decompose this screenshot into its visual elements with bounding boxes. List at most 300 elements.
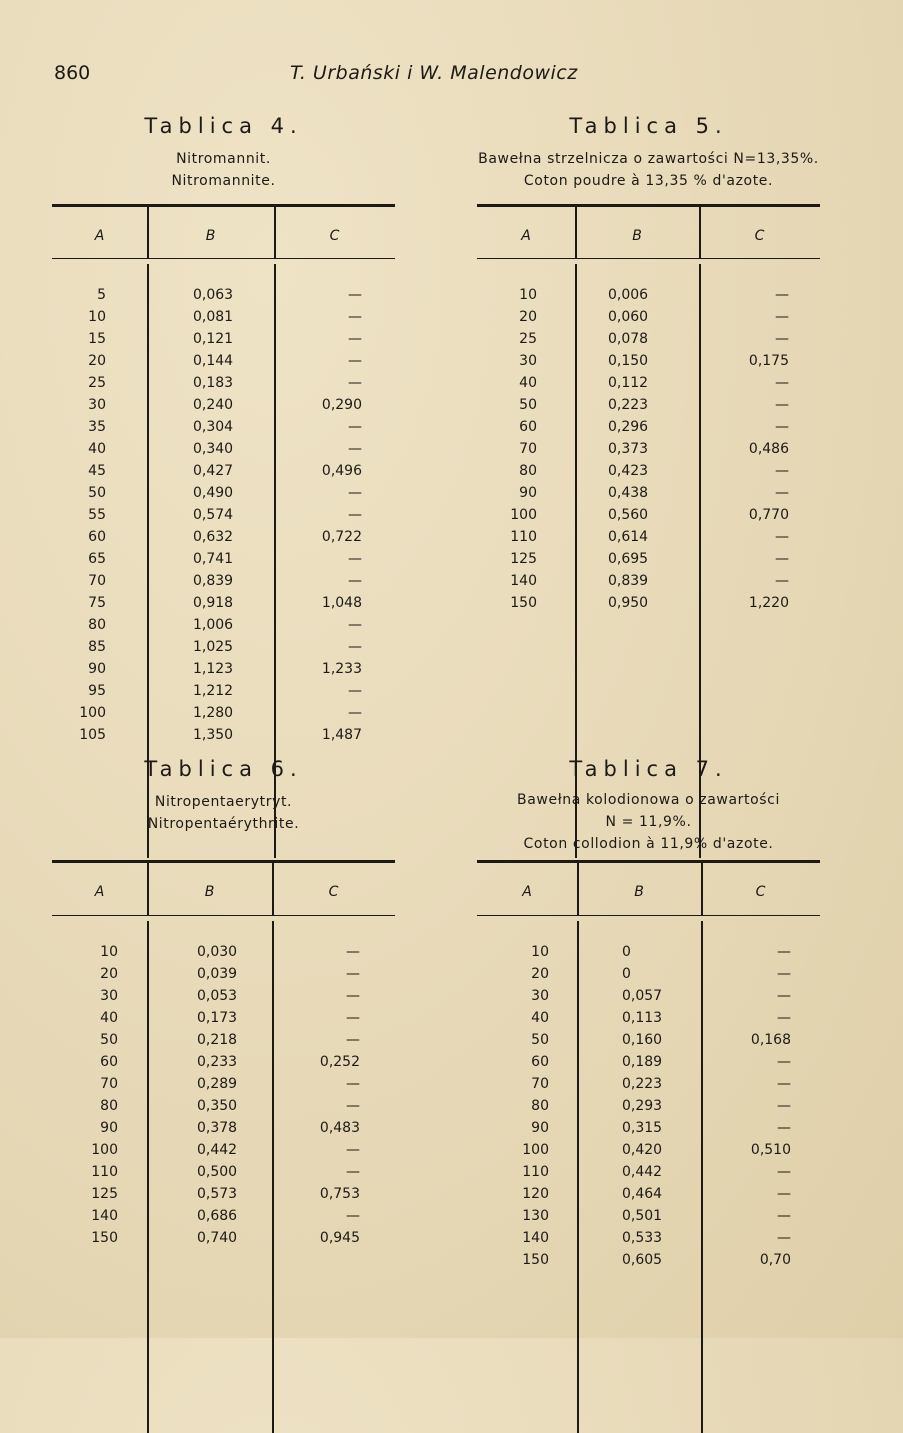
cell-c: — <box>775 485 789 501</box>
cell-b: 0,121 <box>193 331 234 347</box>
cell-a: 20 <box>519 309 537 325</box>
cell-b: 0,189 <box>622 1054 663 1070</box>
cell-b: 0,218 <box>197 1032 238 1048</box>
cell-a: 80 <box>519 463 537 479</box>
cell-a: 150 <box>522 1252 549 1268</box>
table-row <box>52 504 395 526</box>
cell-c: 1,233 <box>321 661 362 677</box>
cell-c: 0,483 <box>319 1120 360 1136</box>
cell-c: — <box>348 353 362 369</box>
table-row <box>52 284 395 306</box>
table-row <box>52 1227 395 1249</box>
table-subtitle: Nitromannite. <box>171 173 276 189</box>
cell-c: 1,220 <box>748 595 789 611</box>
table-row <box>52 482 395 504</box>
table-row <box>52 1051 395 1073</box>
table-row <box>477 1095 820 1117</box>
cell-b: 0,078 <box>608 331 649 347</box>
cell-b: 0,839 <box>608 573 649 589</box>
table-header-rule <box>477 915 820 916</box>
cell-c: 0,175 <box>748 353 789 369</box>
cell-c: — <box>346 1142 360 1158</box>
table-row <box>52 636 395 658</box>
table-row <box>52 416 395 438</box>
column-header-c: C <box>328 884 339 900</box>
cell-b: 0,081 <box>193 309 234 325</box>
cell-a: 130 <box>522 1208 549 1224</box>
table-top-rule <box>52 204 395 207</box>
table-row <box>52 548 395 570</box>
table-t4 <box>52 114 395 858</box>
cell-a: 100 <box>79 705 106 721</box>
cell-a: 10 <box>100 944 118 960</box>
cell-a: 35 <box>88 419 106 435</box>
table-row <box>52 941 395 963</box>
cell-b: 0,350 <box>197 1098 238 1114</box>
cell-c: — <box>777 1098 791 1114</box>
table-row <box>52 680 395 702</box>
cell-a: 110 <box>510 529 537 545</box>
table-row <box>52 724 395 746</box>
table-subtitle: Bawełna strzelnicza o zawartości N=13,35%. <box>478 151 819 167</box>
cell-c: — <box>777 966 791 982</box>
cell-c: — <box>777 1186 791 1202</box>
cell-a: 30 <box>88 397 106 413</box>
table-row <box>52 985 395 1007</box>
cell-a: 100 <box>510 507 537 523</box>
table-t5 <box>477 114 820 858</box>
cell-c: — <box>348 573 362 589</box>
cell-a: 70 <box>519 441 537 457</box>
table-row <box>52 963 395 985</box>
cell-a: 10 <box>88 309 106 325</box>
table-row <box>477 963 820 985</box>
cell-b: 0,006 <box>608 287 649 303</box>
cell-a: 30 <box>531 988 549 1004</box>
cell-a: 50 <box>519 397 537 413</box>
cell-a: 70 <box>531 1076 549 1092</box>
cell-a: 50 <box>100 1032 118 1048</box>
cell-a: 40 <box>519 375 537 391</box>
column-header-a: A <box>522 884 532 900</box>
table-subtitle: Nitropentaérythrite. <box>147 816 300 832</box>
page-number: 860 <box>54 62 91 84</box>
table-row <box>477 350 820 372</box>
table-row <box>477 482 820 504</box>
table-row <box>477 460 820 482</box>
cell-b: 1,006 <box>193 617 234 633</box>
cell-a: 80 <box>88 617 106 633</box>
cell-a: 75 <box>88 595 106 611</box>
column-header-b: B <box>204 884 215 900</box>
cell-a: 150 <box>91 1230 118 1246</box>
cell-b: 1,025 <box>193 639 234 655</box>
table-row <box>52 350 395 372</box>
cell-c: 0,496 <box>321 463 362 479</box>
table-row <box>52 460 395 482</box>
cell-b: 0,113 <box>622 1010 663 1026</box>
cell-b: 0,053 <box>197 988 238 1004</box>
cell-c: 0,70 <box>759 1252 791 1268</box>
table-row <box>477 941 820 963</box>
table-subtitle: N = 11,9%. <box>605 814 692 830</box>
table-row <box>477 1205 820 1227</box>
table-subtitle: Nitromannit. <box>176 151 271 167</box>
cell-c: — <box>346 944 360 960</box>
cell-c: — <box>348 375 362 391</box>
cell-a: 150 <box>510 595 537 611</box>
cell-a: 30 <box>100 988 118 1004</box>
cell-a: 85 <box>88 639 106 655</box>
cell-a: 70 <box>100 1076 118 1092</box>
cell-b: 0 <box>622 944 631 960</box>
cell-a: 90 <box>531 1120 549 1136</box>
table-row <box>477 592 820 614</box>
table-row <box>52 438 395 460</box>
table-header-rule <box>477 258 820 259</box>
cell-a: 65 <box>88 551 106 567</box>
cell-c: — <box>346 1032 360 1048</box>
cell-a: 10 <box>519 287 537 303</box>
table-body <box>52 284 395 746</box>
cell-b: 0,740 <box>197 1230 238 1246</box>
cell-c: — <box>777 1208 791 1224</box>
cell-b: 0,183 <box>193 375 234 391</box>
cell-b: 0,501 <box>622 1208 663 1224</box>
cell-c: — <box>348 309 362 325</box>
cell-c: — <box>348 441 362 457</box>
cell-c: — <box>777 1054 791 1070</box>
cell-b: 0,442 <box>197 1142 238 1158</box>
cell-b: 0,340 <box>193 441 234 457</box>
cell-b: 0,442 <box>622 1164 663 1180</box>
cell-b: 1,350 <box>193 727 234 743</box>
cell-b: 0,500 <box>197 1164 238 1180</box>
cell-c: — <box>777 988 791 1004</box>
table-row <box>52 306 395 328</box>
cell-a: 60 <box>531 1054 549 1070</box>
cell-b: 0 <box>622 966 631 982</box>
cell-b: 0,839 <box>193 573 234 589</box>
cell-a: 90 <box>88 661 106 677</box>
cell-a: 40 <box>100 1010 118 1026</box>
cell-b: 0,060 <box>608 309 649 325</box>
cell-a: 25 <box>519 331 537 347</box>
table-row <box>52 1139 395 1161</box>
column-header-c: C <box>329 228 340 244</box>
cell-a: 60 <box>88 529 106 545</box>
table-row <box>477 328 820 350</box>
table-row <box>477 1183 820 1205</box>
cell-a: 70 <box>88 573 106 589</box>
cell-c: — <box>348 639 362 655</box>
cell-b: 0,144 <box>193 353 234 369</box>
cell-b: 0,378 <box>197 1120 238 1136</box>
column-header-c: C <box>755 884 766 900</box>
cell-c: — <box>348 705 362 721</box>
cell-c: — <box>777 1076 791 1092</box>
table-top-rule <box>477 204 820 207</box>
cell-c: — <box>348 683 362 699</box>
cell-a: 30 <box>519 353 537 369</box>
cell-a: 90 <box>100 1120 118 1136</box>
column-header-b: B <box>634 884 644 900</box>
table-row <box>52 372 395 394</box>
cell-c: — <box>775 331 789 347</box>
cell-b: 0,039 <box>197 966 238 982</box>
cell-a: 45 <box>88 463 106 479</box>
table-title: Tablica 7. <box>569 757 728 781</box>
cell-b: 0,289 <box>197 1076 238 1092</box>
table-row <box>477 1117 820 1139</box>
cell-b: 0,490 <box>193 485 234 501</box>
cell-b: 0,574 <box>193 507 234 523</box>
cell-b: 0,686 <box>197 1208 238 1224</box>
cell-c: 0,510 <box>750 1142 791 1158</box>
cell-c: 0,252 <box>319 1054 360 1070</box>
cell-b: 1,212 <box>193 683 234 699</box>
table-row <box>477 438 820 460</box>
table-row <box>477 504 820 526</box>
cell-b: 0,427 <box>193 463 234 479</box>
table-row <box>477 1051 820 1073</box>
table-row <box>52 570 395 592</box>
cell-a: 140 <box>510 573 537 589</box>
table-row <box>52 1161 395 1183</box>
cell-c: — <box>775 375 789 391</box>
cell-c: — <box>777 1010 791 1026</box>
cell-b: 0,160 <box>622 1032 663 1048</box>
cell-c: — <box>346 1208 360 1224</box>
cell-a: 15 <box>88 331 106 347</box>
cell-c: 1,048 <box>321 595 362 611</box>
cell-a: 125 <box>510 551 537 567</box>
table-row <box>52 526 395 548</box>
cell-b: 0,605 <box>622 1252 663 1268</box>
table-row <box>477 526 820 548</box>
table-row <box>477 985 820 1007</box>
table-row <box>477 1161 820 1183</box>
cell-b: 0,112 <box>608 375 649 391</box>
cell-c: — <box>346 966 360 982</box>
cell-c: — <box>775 463 789 479</box>
table-row <box>52 1117 395 1139</box>
column-header-a: A <box>94 228 105 244</box>
table-body <box>477 941 820 1271</box>
cell-b: 0,950 <box>608 595 649 611</box>
table-row <box>52 658 395 680</box>
table-subtitle: Coton collodion à 11,9% d'azote. <box>523 836 774 852</box>
cell-c: — <box>346 1098 360 1114</box>
table-row <box>52 1007 395 1029</box>
table-t6 <box>52 757 395 1433</box>
cell-c: — <box>346 988 360 1004</box>
cell-b: 1,280 <box>193 705 234 721</box>
cell-b: 0,533 <box>622 1230 663 1246</box>
cell-c: — <box>346 1010 360 1026</box>
cell-b: 0,438 <box>608 485 649 501</box>
cell-c: — <box>775 397 789 413</box>
cell-b: 0,223 <box>622 1076 663 1092</box>
table-row <box>477 1249 820 1271</box>
cell-c: — <box>348 507 362 523</box>
cell-c: 0,753 <box>319 1186 360 1202</box>
cell-c: — <box>775 573 789 589</box>
cell-c: 0,486 <box>748 441 789 457</box>
table-subtitle: Coton poudre à 13,35 % d'azote. <box>523 173 774 189</box>
cell-b: 0,373 <box>608 441 649 457</box>
table-body <box>52 941 395 1249</box>
cell-a: 80 <box>531 1098 549 1114</box>
cell-b: 0,150 <box>608 353 649 369</box>
cell-a: 20 <box>531 966 549 982</box>
cell-a: 20 <box>100 966 118 982</box>
table-row <box>477 1227 820 1249</box>
cell-c: — <box>775 309 789 325</box>
cell-c: — <box>775 529 789 545</box>
column-header-a: A <box>94 884 105 900</box>
cell-a: 5 <box>97 287 106 303</box>
table-row <box>477 1029 820 1051</box>
table-row <box>52 328 395 350</box>
table-top-rule <box>52 860 395 863</box>
table-row <box>52 1183 395 1205</box>
table-row <box>477 1073 820 1095</box>
cell-a: 50 <box>88 485 106 501</box>
cell-b: 0,464 <box>622 1186 663 1202</box>
cell-a: 55 <box>88 507 106 523</box>
cell-a: 120 <box>522 1186 549 1202</box>
cell-b: 0,223 <box>608 397 649 413</box>
cell-c: — <box>348 617 362 633</box>
table-title: Tablica 4. <box>144 114 303 138</box>
cell-a: 25 <box>88 375 106 391</box>
cell-a: 80 <box>100 1098 118 1114</box>
cell-b: 0,423 <box>608 463 649 479</box>
cell-b: 1,123 <box>193 661 234 677</box>
cell-b: 0,918 <box>193 595 234 611</box>
table-row <box>477 1139 820 1161</box>
table-subtitle: Bawełna kolodionowa o zawartości <box>517 792 780 808</box>
cell-a: 20 <box>88 353 106 369</box>
cell-a: 110 <box>522 1164 549 1180</box>
cell-a: 125 <box>91 1186 118 1202</box>
table-title: Tablica 5. <box>569 114 728 138</box>
cell-c: — <box>348 551 362 567</box>
cell-b: 0,030 <box>197 944 238 960</box>
table-row <box>477 1007 820 1029</box>
cell-a: 60 <box>519 419 537 435</box>
cell-c: 0,168 <box>750 1032 791 1048</box>
column-header-a: A <box>521 228 531 244</box>
table-row <box>477 570 820 592</box>
cell-b: 0,614 <box>608 529 649 545</box>
cell-c: 0,722 <box>321 529 362 545</box>
table-subtitle: Nitropentaerytryt. <box>154 794 293 810</box>
cell-b: 0,573 <box>197 1186 238 1202</box>
cell-a: 110 <box>91 1164 118 1180</box>
column-header-b: B <box>632 228 642 244</box>
table-row <box>52 394 395 416</box>
cell-a: 140 <box>522 1230 549 1246</box>
cell-b: 0,293 <box>622 1098 663 1114</box>
table-row <box>477 548 820 570</box>
cell-c: — <box>777 1164 791 1180</box>
table-row <box>477 284 820 306</box>
cell-a: 95 <box>88 683 106 699</box>
cell-c: — <box>775 287 789 303</box>
cell-c: 0,770 <box>748 507 789 523</box>
cell-b: 0,315 <box>622 1120 663 1136</box>
cell-b: 0,057 <box>622 988 663 1004</box>
cell-b: 0,695 <box>608 551 649 567</box>
cell-b: 0,420 <box>622 1142 663 1158</box>
table-row <box>52 702 395 724</box>
table-title: Tablica 6. <box>144 757 303 781</box>
table-header-rule <box>52 915 395 916</box>
cell-a: 100 <box>522 1142 549 1158</box>
cell-b: 0,304 <box>193 419 234 435</box>
cell-c: 1,487 <box>321 727 362 743</box>
table-row <box>52 592 395 614</box>
cell-c: — <box>348 419 362 435</box>
cell-b: 0,560 <box>608 507 649 523</box>
table-row <box>477 416 820 438</box>
cell-c: 0,290 <box>321 397 362 413</box>
cell-c: — <box>777 944 791 960</box>
table-row <box>52 614 395 636</box>
cell-a: 50 <box>531 1032 549 1048</box>
cell-c: — <box>348 485 362 501</box>
table-t7 <box>477 757 820 1433</box>
cell-a: 10 <box>531 944 549 960</box>
cell-c: — <box>346 1164 360 1180</box>
cell-c: — <box>348 287 362 303</box>
cell-a: 105 <box>79 727 106 743</box>
cell-a: 60 <box>100 1054 118 1070</box>
table-row <box>52 1029 395 1051</box>
cell-a: 40 <box>88 441 106 457</box>
column-header-b: B <box>205 228 216 244</box>
cell-b: 0,240 <box>193 397 234 413</box>
running-head: T. Urbański i W. Malendowicz <box>290 62 578 84</box>
table-body <box>477 284 820 614</box>
cell-b: 0,632 <box>193 529 234 545</box>
cell-a: 90 <box>519 485 537 501</box>
cell-a: 40 <box>531 1010 549 1026</box>
cell-b: 0,063 <box>193 287 234 303</box>
cell-c: — <box>775 419 789 435</box>
cell-b: 0,233 <box>197 1054 238 1070</box>
table-row <box>52 1205 395 1227</box>
table-row <box>477 306 820 328</box>
table-top-rule <box>477 860 820 863</box>
cell-c: — <box>346 1076 360 1092</box>
table-header-rule <box>52 258 395 259</box>
cell-b: 0,173 <box>197 1010 238 1026</box>
table-row <box>477 372 820 394</box>
cell-a: 100 <box>91 1142 118 1158</box>
cell-c: — <box>777 1230 791 1246</box>
cell-b: 0,296 <box>608 419 649 435</box>
cell-b: 0,741 <box>193 551 234 567</box>
cell-c: — <box>348 331 362 347</box>
table-row <box>52 1073 395 1095</box>
table-row <box>52 1095 395 1117</box>
cell-c: — <box>777 1120 791 1136</box>
cell-a: 140 <box>91 1208 118 1224</box>
cell-c: — <box>775 551 789 567</box>
